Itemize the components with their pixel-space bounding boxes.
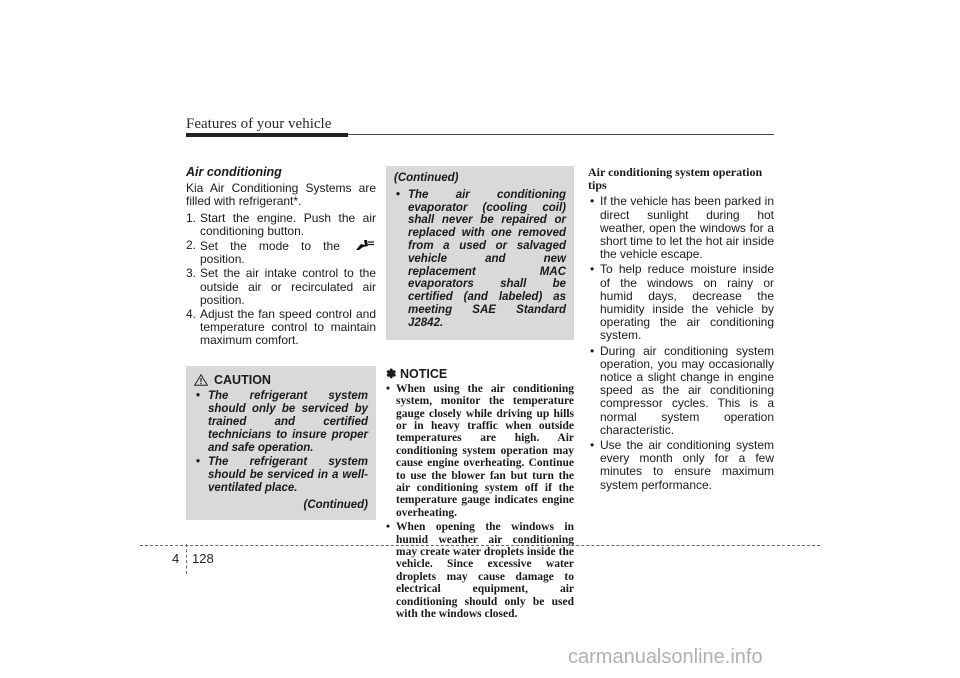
tips-heading: Air conditioning system operation tips xyxy=(588,165,763,193)
watermark: carmanualsonline.info xyxy=(568,646,763,668)
notice-item: • When using the air conditioning system, monitor the temperature gauge closely while driving up hills or in heavy traffic when outside temperatures are high. Air conditioning system operation may cause engine overheating. Continue to use the blower fan but turn the air conditioning system off if the temperature gauge indicates engine overheating. xyxy=(386,383,574,519)
step-number: 2. xyxy=(186,238,197,253)
steps-list xyxy=(186,212,376,348)
notice-item: • When opening the windows in humid weather air conditioning may create water droplets inside the vehicle. Since excessive water droplets may cause damage to electrical equipment, air conditioning should only be used with the windows closed. xyxy=(386,521,574,620)
step-item xyxy=(186,239,376,266)
continued-label: (Continued) xyxy=(303,498,368,511)
step-text: Set the air intake control to the outside air or recirculated air position. xyxy=(200,266,376,307)
step-text: Start the engine. Push the air conditioning button. xyxy=(200,210,376,238)
footer-divider xyxy=(186,544,187,574)
column-right xyxy=(588,162,774,494)
step-number: 1. xyxy=(186,210,197,225)
continued-item: • The air conditioning evaporator (cooling coil) shall never be repaired or replaced with one removed from a used or salvaged vehicle and new replacement MAC evaporators shall be certified (and labeled) as meeting SAE Standard J2842. xyxy=(394,189,566,330)
notice-title: NOTICE xyxy=(399,366,448,381)
tip-item: • Use the air conditioning system every month only for a few minutes to ensure maximum system performance. xyxy=(588,439,774,492)
column-left xyxy=(186,162,376,520)
intro-paragraph: Kia Air Conditioning Systems are filled with refrigerant*. xyxy=(186,181,376,209)
step-item xyxy=(186,212,376,238)
caution-item: • The refrigerant system should only be serviced by trained and certified technicians to insure proper and safe operation. xyxy=(194,390,368,454)
column-middle xyxy=(386,162,574,622)
step-item xyxy=(186,267,376,307)
caution-box xyxy=(186,366,376,520)
tip-item: • If the vehicle has been parked in direct sunlight during hot weather, open the windows for a short time to let the hot air inside the vehicle escape. xyxy=(588,195,774,261)
notice-symbol-icon: ✽ xyxy=(386,366,397,381)
header-rule-accent xyxy=(186,133,348,137)
continued-heading: (Continued) xyxy=(394,172,459,184)
tip-item: • To help reduce moisture inside of the windows on rainy or humid days, decrease the humidity inside the vehicle by operating the air conditioning system. xyxy=(588,263,774,342)
step-number: 4. xyxy=(186,307,197,322)
notice-list xyxy=(386,383,574,621)
caution-title: CAUTION xyxy=(214,372,271,387)
step-text: position. xyxy=(200,252,245,267)
page-number: 128 xyxy=(192,551,214,566)
chapter-number: 4 xyxy=(172,551,180,566)
tip-item: • During air conditioning system operation, you may occasionally notice a slight change in engine speed as the air conditioning compressor cycles. This is a normal system operation characteristic. xyxy=(588,345,774,437)
page-header-title: Features of your vehicle xyxy=(186,116,332,132)
step-text: Set the mode to the xyxy=(200,239,340,254)
footer-rule xyxy=(140,545,820,546)
vent-mode-icon xyxy=(352,239,376,251)
step-number: 3. xyxy=(186,266,197,281)
section-title: Air conditioning xyxy=(186,165,282,179)
step-text: Adjust the fan speed control and temperature control to maintain maximum comfort. xyxy=(200,307,376,348)
continued-caution-box xyxy=(386,166,574,340)
notice-heading xyxy=(386,368,574,381)
tips-list xyxy=(588,195,774,491)
warning-triangle-icon xyxy=(194,374,208,386)
continued-list xyxy=(394,189,566,330)
caution-item: • The refrigerant system should be serviced in a well-ventilated place. xyxy=(194,456,368,494)
caution-heading xyxy=(194,374,368,387)
step-item xyxy=(186,308,376,348)
caution-list xyxy=(194,390,368,494)
